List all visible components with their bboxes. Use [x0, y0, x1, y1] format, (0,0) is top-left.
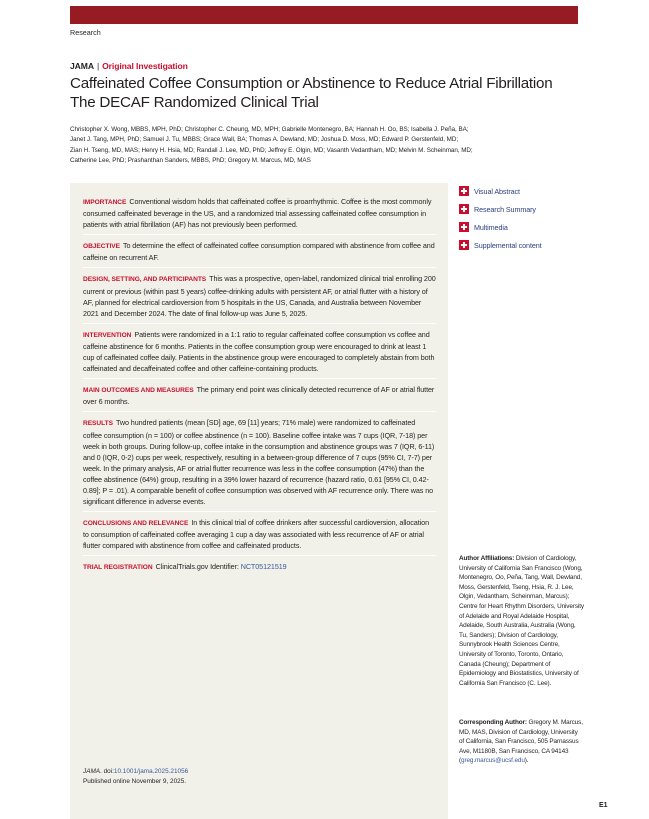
corresponding-label: Corresponding Author:: [459, 719, 527, 726]
abstract-importance: [83, 196, 436, 235]
link-research-summary[interactable]: [459, 200, 542, 218]
corresponding-email-link[interactable]: greg.marcus@ucsf.edu: [461, 757, 525, 765]
author-line: Catherine Lee, PhD; Prashanthan Sanders, MBBS, PhD; Gregory M. Marcus, MD, MAS: [70, 156, 311, 164]
page-number: E1: [599, 802, 608, 809]
plus-icon: [459, 222, 469, 232]
citation-doi-line: [83, 767, 188, 777]
supplementary-links: [459, 182, 542, 254]
abstract-heading: CONCLUSIONS AND RELEVANCE: [83, 520, 189, 528]
citation-doi-prefix: . doi:: [100, 768, 114, 775]
article-type: Original Investigation: [102, 61, 188, 71]
email-open: (: [459, 757, 462, 765]
published-date: Published online November 9, 2025.: [83, 778, 187, 785]
abstract-objective: [83, 240, 436, 268]
abstract-heading: TRIAL REGISTRATION: [83, 564, 153, 572]
abstract-text: ClinicalTrials.gov Identifier:: [155, 562, 239, 572]
abstract-trial-registration: [83, 561, 436, 577]
trial-registration-link[interactable]: NCT05121519: [240, 562, 287, 572]
link-multimedia[interactable]: [459, 218, 542, 236]
section-label: Research: [70, 28, 101, 37]
author-line: Zian H. Tseng, MD, MAS; Henry H. Hsia, MD; Randall J. Lee, MD, PhD; Jeffrey E. Olgin, MD; Vasanth Vedantham, MD; Melvin M. Scheinman, MD;: [70, 146, 473, 154]
journal-name: JAMA: [70, 61, 94, 71]
abstract-content: [83, 196, 436, 583]
abstract-heading: INTERVENTION: [83, 331, 132, 339]
journal-line: [70, 61, 188, 71]
title-line-1: Caffeinated Coffee Consumption or Abstinence to Reduce Atrial Fibrillation: [70, 75, 553, 92]
abstract-outcomes: [83, 384, 436, 412]
plus-icon: [459, 204, 469, 214]
affiliations-label: Author Affiliations:: [459, 555, 515, 562]
author-list: [70, 125, 570, 166]
affiliations-text: Division of Cardiology, University of California San Francisco (Wong, Montenegro, Oo, Peña, Tang, Wall, Dewland, Moss, Gerstenfeld, Tseng, Hsia, R. J. Lee, Olgin, Vedantham, Scheinman, Marcus); Centre for Heart Rhythm Disorders, University of Adelaide and Royal Adelaide Hospital, Adelaide, South Australia, Australia (Wong, Tu, Sanders); Division of Cardiology, Sunnybrook Health Sciences Centre, University of Toronto, Toronto, Ontario, Canada (Cheung); Department of Epidemiology and Biostatistics, University of California San Francisco (C. Lee).: [459, 555, 584, 687]
plus-icon: [459, 186, 469, 196]
author-line: Christopher X. Wong, MBBS, MPH, PhD; Christopher C. Cheung, MD, MPH; Gabrielle Montenegro, BA; Hannah H. Oo, BS; Isabella J. Peña, BA;: [70, 126, 469, 133]
abstract-text: This was a prospective, open-label, randomized clinical trial enrolling 200 current or previous (within past 5 years) coffee-drinking adults with persistent AF, or atrial flutter with a history of AF, planned for electrical cardioversion from 5 hospitals in the US, Canada, and Australia between November 2021 and December 2024. The date of final follow-up was June 5, 2025.: [83, 274, 436, 318]
plus-icon: [459, 240, 469, 250]
abstract-results: [83, 417, 436, 512]
author-line: Janet J. Tang, MPH, PhD; Samuel J. Tu, MBBS; Grace Wall, BA; Thomas A. Dewland, MD; Joshua D. Moss, MD; Edward P. Gerstenfeld, MD;: [70, 136, 459, 144]
citation-journal: JAMA: [83, 768, 101, 775]
abstract-heading: OBJECTIVE: [83, 243, 120, 251]
abstract-heading: IMPORTANCE: [83, 199, 127, 206]
abstract-design: [83, 273, 436, 323]
abstract-text: Two hundred patients (mean [SD] age, 69 [11] years; 71% male) were randomized to caffeinated coffee consumption (n = 100) or coffee abstinence (n = 100). Baseline coffee intake was 7 cups (IQR, 7-18) per week in both groups. During follow-up, coffee intake in the consumption and abstinence groups was 7 (IQR, 6-11) and 0 (IQR, 0-2) cups per week, respectively, resulting in a between-group difference of 7 cups (95% CI, 7-7) per week. In the primary analysis, AF or atrial flutter recurrence was less in the coffee consumption (47%) than the coffee abstinence (64%) group, resulting in a 39% lower hazard of recurrence (hazard ratio, 0.61 [95% CI, 0.42-0.89]; P = .01). A comparable benefit of coffee consumption was observed with AF recurrence only. There was no significant difference in adverse events.: [83, 418, 435, 507]
doi-link[interactable]: 10.1001/jama.2025.21056: [113, 768, 189, 775]
abstract-text: In this clinical trial of coffee drinkers after successful cardioversion, allocation to consumption of caffeinated coffee averaging 1 cup a day was associated with less recurrence of AF or atrial flutter compared with abstinence from coffee and caffeinated products.: [83, 518, 429, 551]
abstract-heading: RESULTS: [83, 420, 113, 428]
author-affiliations: [459, 554, 584, 688]
abstract-heading: DESIGN, SETTING, AND PARTICIPANTS: [83, 276, 207, 284]
abstract-text: Conventional wisdom holds that caffeinated coffee is proarrhythmic. Coffee is the most commonly consumed caffeinated beverage in the US, and a randomized trial assessing caffeinated coffee consumption in patients with atrial fibrillation (AF) has not previously been performed.: [83, 197, 432, 230]
abstract-intervention: [83, 329, 436, 379]
abstract-conclusions: [83, 517, 436, 556]
link-label: Multimedia: [474, 222, 508, 232]
journal-separator: |: [96, 61, 100, 71]
title-line-2: The DECAF Randomized Clinical Trial: [70, 94, 319, 111]
link-supplemental-content[interactable]: [459, 236, 542, 254]
corresponding-text: Gregory M. Marcus, MD, MAS, Division of Cardiology, University of California, San Francisco, 505 Parnassus Ave, M1180B, San Francisco, CA 94143: [459, 719, 583, 755]
journal-color-bar: [70, 6, 578, 24]
abstract-text: Patients were randomized in a 1:1 ratio to regular caffeinated coffee consumption vs coffee and caffeine abstinence for 6 months. Patients in the coffee consumption group were encouraged to drink at least 1 cup of caffeinated coffee daily. Patients in the abstinence group were encouraged to completely abstain from both caffeinated and decaffeinated coffee and other caffeine-containing products.: [83, 329, 435, 374]
email-close: ).: [524, 757, 529, 765]
abstract-text: The primary end point was clinically detected recurrence of AF or atrial flutter over 6 months.: [83, 385, 435, 407]
article-title: [70, 74, 590, 112]
abstract-panel: [70, 183, 448, 819]
abstract-text: To determine the effect of caffeinated coffee consumption compared with abstinence from coffee and caffeine on recurrent AF.: [83, 241, 435, 263]
link-label: Supplemental content: [474, 240, 542, 250]
link-visual-abstract[interactable]: [459, 182, 542, 200]
abstract-heading: MAIN OUTCOMES AND MEASURES: [83, 387, 194, 395]
link-label: Visual Abstract: [474, 186, 520, 196]
link-label: Research Summary: [474, 204, 536, 214]
corresponding-author: [459, 718, 584, 766]
citation: [83, 767, 188, 787]
